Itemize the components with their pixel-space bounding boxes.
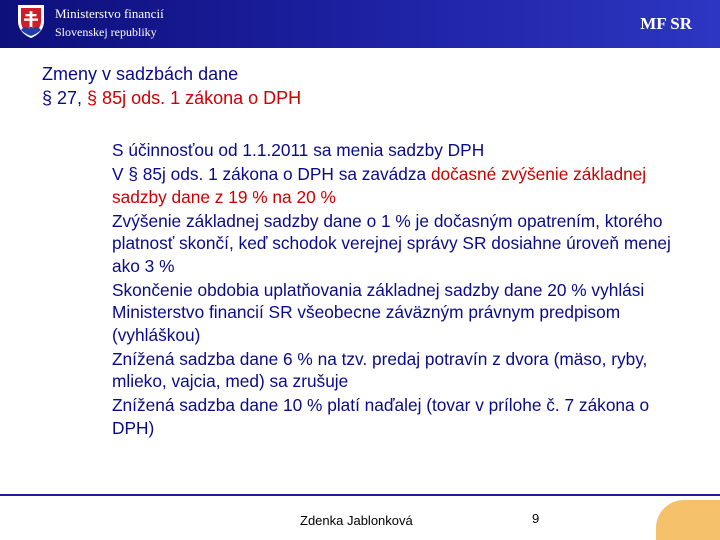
paragraph-temporary-increase [112, 163, 687, 208]
paragraph-reduced-rate-10: Znížená sadzba dane 10 % platí naďalej (tovar v prílohe č. 7 zákona o DPH) [112, 395, 650, 438]
footer-divider [0, 494, 720, 496]
title-line1: Zmeny v sadzbách dane [42, 64, 239, 84]
footer-author: Zdenka Jablonková [300, 513, 413, 528]
paragraph-reduced-rate-6: Znížená sadzba dane 6 % na tzv. predaj potravín z dvora (mäso, ryby, mlieko, vajcia, med) sa zrušuje [112, 348, 648, 391]
slide-content [112, 139, 687, 441]
paragraph-end-of-period: Skončenie obdobia uplatňovania základnej sadzby dane 20 % vyhlási Ministerstvo financií SR všeobecne záväzným právnym predpisom (vyhláškou) [112, 279, 645, 345]
paragraph-effective-date: S účinnosťou od 1.1.2011 sa menia sadzby DPH [112, 140, 485, 160]
slide-title [42, 62, 301, 110]
title-line2 [42, 86, 301, 110]
paragraph-temporary-increase-highlight: dočasné zvýšenie základnej sadzby dane z 19 % na 20 % [112, 164, 647, 207]
header-bar [0, 0, 720, 48]
slovak-coat-of-arms-icon [16, 3, 46, 39]
corner-decoration [656, 500, 720, 540]
title-line2-prefix: § 27, [42, 88, 88, 108]
ministry-name-line2: Slovenskej republiky [55, 25, 157, 39]
paragraph-increase-condition: Zvýšenie základnej sadzby dane o 1 % je dočasným opatrením, ktorého platnosť skončí, keď schodok verejnej správy SR dosiahne úroveň menej ako 3 % [112, 210, 671, 276]
paragraph-temporary-increase-prefix: V § 85j ods. 1 zákona o DPH sa zavádza [112, 164, 431, 184]
ministry-name-line1: Ministerstvo financií [55, 6, 164, 21]
ministry-short-name: MF SR [640, 14, 692, 33]
page-number: 9 [532, 511, 540, 526]
title-line2-highlight: § 85j ods. 1 zákona o DPH [87, 88, 302, 108]
